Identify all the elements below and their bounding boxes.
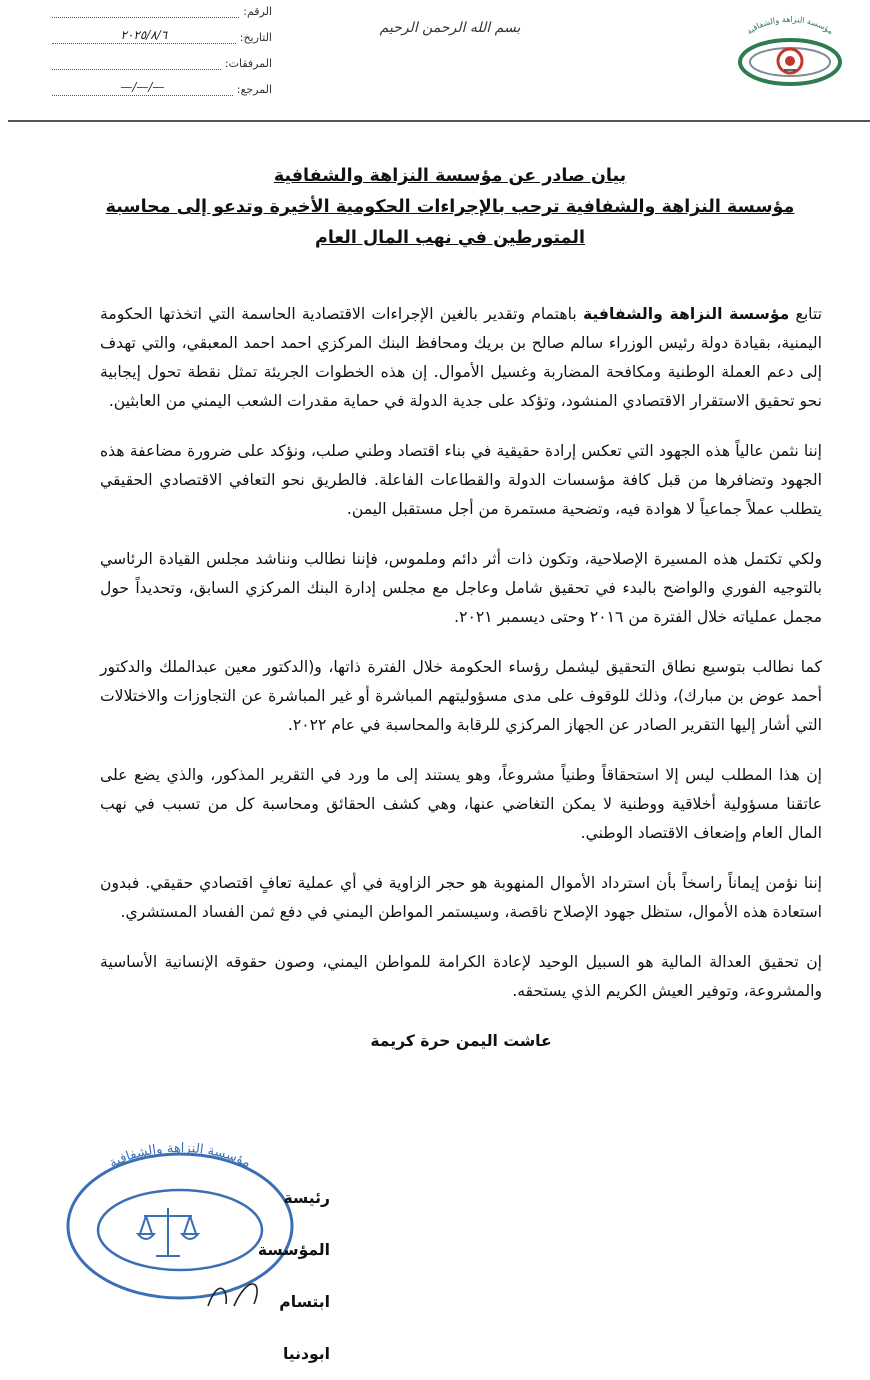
- header-divider: [8, 120, 870, 122]
- number-label: الرقم:: [243, 5, 272, 18]
- date-row: [52, 18, 272, 44]
- attachments-value: [52, 55, 221, 70]
- signatory-title: رئيسة المؤسسة: [257, 1189, 330, 1259]
- paragraph-6: إننا نؤمن إيماناً راسخاً بأن استرداد الأموال المنهوبة هو حجر الزاوية في أي عملية تعافٍ اقتصادي حقيقي. فبدون استعادة هذه الأموال، ستظل جهود الإصلاح ناقصة، وسيستمر المواطن اليمني في دفع ثمن الفساد المستشري.: [100, 874, 822, 921]
- organization-logo: [726, 12, 854, 94]
- reference-label: المرجع:: [236, 83, 272, 96]
- paragraph-4: كما نطالب بتوسيع نطاق التحقيق ليشمل رؤساء الحكومة خلال الفترة ذاتها، و(الدكتور معين عبدالملك والدكتور أحمد عوض بن مبارك)، وذلك للوقوف على مدى مسؤوليتهم المباشرة أو غير المباشرة عن التجاوزات والاختلالات التي أشار إليها التقرير الصادر عن الجهاز المركزي للرقابة والمحاسبة في عام ٢٠٢٢.: [100, 658, 822, 734]
- organization-name: مؤسسة النزاهة والشفافية: [582, 305, 790, 323]
- logo-text: مؤسسة النزاهة والشفافية: [745, 14, 835, 37]
- paragraph-3: ولكي تكتمل هذه المسيرة الإصلاحية، وتكون ذات أثر دائم وملموس، فإننا نطالب ونناشد مجلس القيادة الرئاسي بالتوجيه الفوري والواضح بالبدء في تحقيق شامل وعاجل مع مجلس إدارة البنك المركزي السابق، وتحديداً حول مجمل عملياته خلال الفترة من ٢٠١٦ وحتى ديسمبر ٢٠٢١.: [100, 550, 822, 626]
- statement-body: [100, 300, 822, 1056]
- logo-pupil: [785, 56, 795, 66]
- reference-value: —/—/—: [52, 81, 233, 96]
- date-value: ٢٠٢٥/٨/٦: [52, 29, 236, 44]
- paragraph-1: [100, 300, 822, 416]
- paragraph-7: إن تحقيق العدالة المالية هو السبيل الوحيد لإعادة الكرامة للمواطن اليمني، وصون حقوقه الإنسانية الأساسية والمشروعة، وتوفير العيش الكريم الذي يستحقه.: [100, 953, 822, 1000]
- stamp-eye: [98, 1190, 262, 1270]
- basmala: بسم الله الرحمن الرحيم: [379, 20, 521, 36]
- paragraph-2: إننا نثمن عالياً هذه الجهود التي تعكس إرادة حقيقية في بناء اقتصاد وطني صلب، ونؤكد على ضرورة مضاعفة هذه الجهود وتضافرها من قبل كافة مؤسسات الدولة والقطاعات الفاعلة. فالطريق نحو التعافي الاقتصادي الحقيقي يتطلب عملاً جماعياً لا هوادة فيه، وتضحية مستمرة من أجل مستقبل اليمن.: [100, 442, 822, 518]
- attachments-row: [52, 44, 272, 70]
- reference-block: [52, 0, 272, 96]
- statement-title: [70, 166, 830, 254]
- date-label: التاريخ:: [239, 31, 272, 44]
- paragraph-1-text: باهتمام وتقدير بالغين الإجراءات الاقتصادية الحاسمة التي اتخذتها الحكومة اليمنية، بقيادة دولة رئيس الوزراء سالم صالح بن بريك ومحافظ البنك المركزي احمد احمد المعبقي، والتي تهدف إلى دعم العملة الوطنية ومكافحة المضاربة وغسيل الأموال. إن هذه الخطوات الجريئة تمثل نقطة تحول إيجابية نحو تحقيق الاستقرار الاقتصادي المنشود، وتؤكد على جدية الدولة في حماية مقدرات الشعب اليمني من العابثين.: [100, 305, 822, 410]
- paragraph-5: إن هذا المطلب ليس إلا استحقاقاً وطنياً مشروعاً، وهو يستند إلى ما ورد في التقرير المذكور، والذي يضع على عاتقنا مسؤولية أخلاقية ووطنية لا يمكن التغاضي عنها، وهي كشف الحقائق ومحاسبة كل من تسبب في نهب المال العام وإضعاف الاقتصاد الوطني.: [100, 766, 822, 842]
- paragraph-1-lead: تتابع: [795, 305, 822, 323]
- signature-block: [240, 1172, 330, 1380]
- title-line-2: مؤسسة النزاهة والشفافية ترحب بالإجراءات الحكومية الأخيرة وتدعو إلى محاسبة المتورطين في نهب المال العام: [105, 197, 795, 248]
- number-row: [52, 0, 272, 18]
- number-value: [52, 3, 239, 18]
- attachments-label: المرفقات:: [224, 57, 272, 70]
- reference-row: [52, 70, 272, 96]
- signatory-name: ابتسام ابودنيا: [279, 1293, 330, 1363]
- stamp-text: مؤسسة النزاهة والشفافية: [106, 1140, 254, 1172]
- scales-icon: [138, 1208, 198, 1256]
- closing-slogan: عاشت اليمن حرة كريمة: [370, 1032, 552, 1050]
- title-line-1: بيان صادر عن مؤسسة النزاهة والشفافية: [273, 166, 627, 186]
